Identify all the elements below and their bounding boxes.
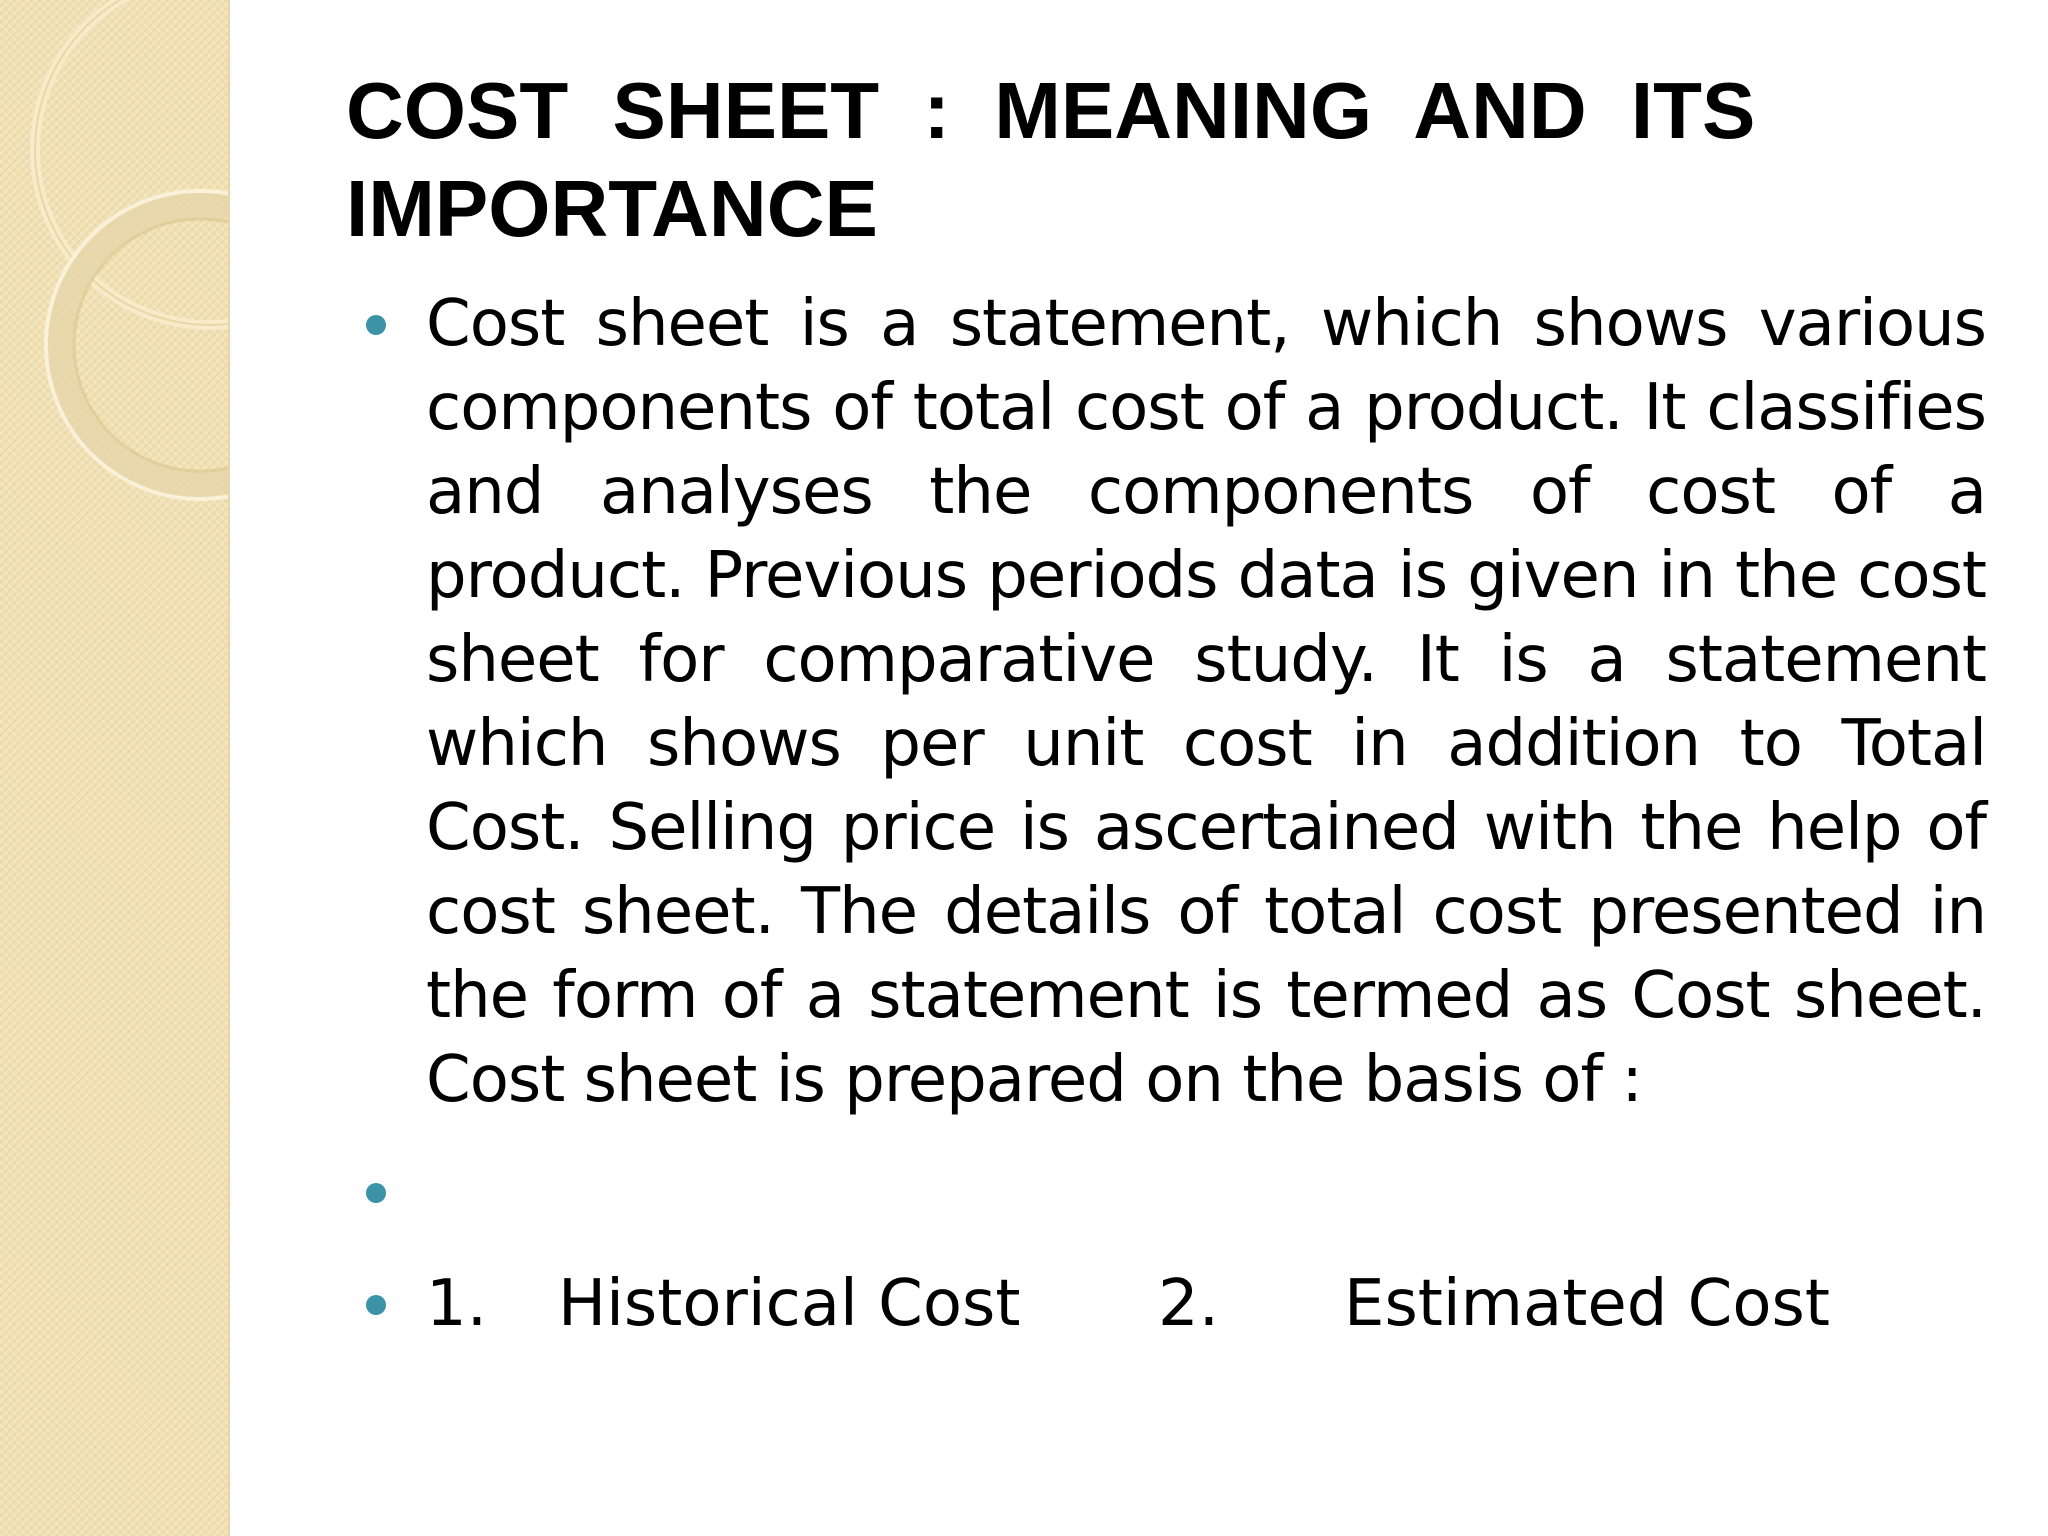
basis-item-2-text: Estimated Cost <box>1344 1267 1830 1341</box>
bullet-basis-list <box>366 1262 1986 1346</box>
bullet-list <box>366 282 1986 1346</box>
basis-item-1-text: Historical Cost <box>558 1267 1021 1341</box>
bullet-definition <box>366 282 1986 1122</box>
bullet-dot-icon <box>366 1183 386 1203</box>
bullet-dot-icon <box>366 1295 386 1315</box>
bullet-dot-icon <box>366 315 386 335</box>
basis-item-1-number: 1. <box>426 1267 488 1341</box>
decorative-side-band <box>0 0 230 1536</box>
basis-item-2-number: 2. <box>1158 1267 1220 1341</box>
decorative-rings <box>0 0 228 1536</box>
definition-text: Cost sheet is a statement, which shows various components of total cost of a product. It classifies and analyses the components of cost of a product. Previous periods data is given in the cost sheet for comparative study. It is a statement which shows per unit cost in addition to Total Cost. Selling price is ascertained with the help of cost sheet. The details of total cost presented in the form of a statement is termed as Cost sheet. Cost sheet is prepared on the basis of : <box>426 287 1986 1117</box>
bullet-empty <box>366 1150 1986 1234</box>
slide-title: COST SHEET : MEANING AND ITS IMPORTANCE <box>346 66 1756 253</box>
